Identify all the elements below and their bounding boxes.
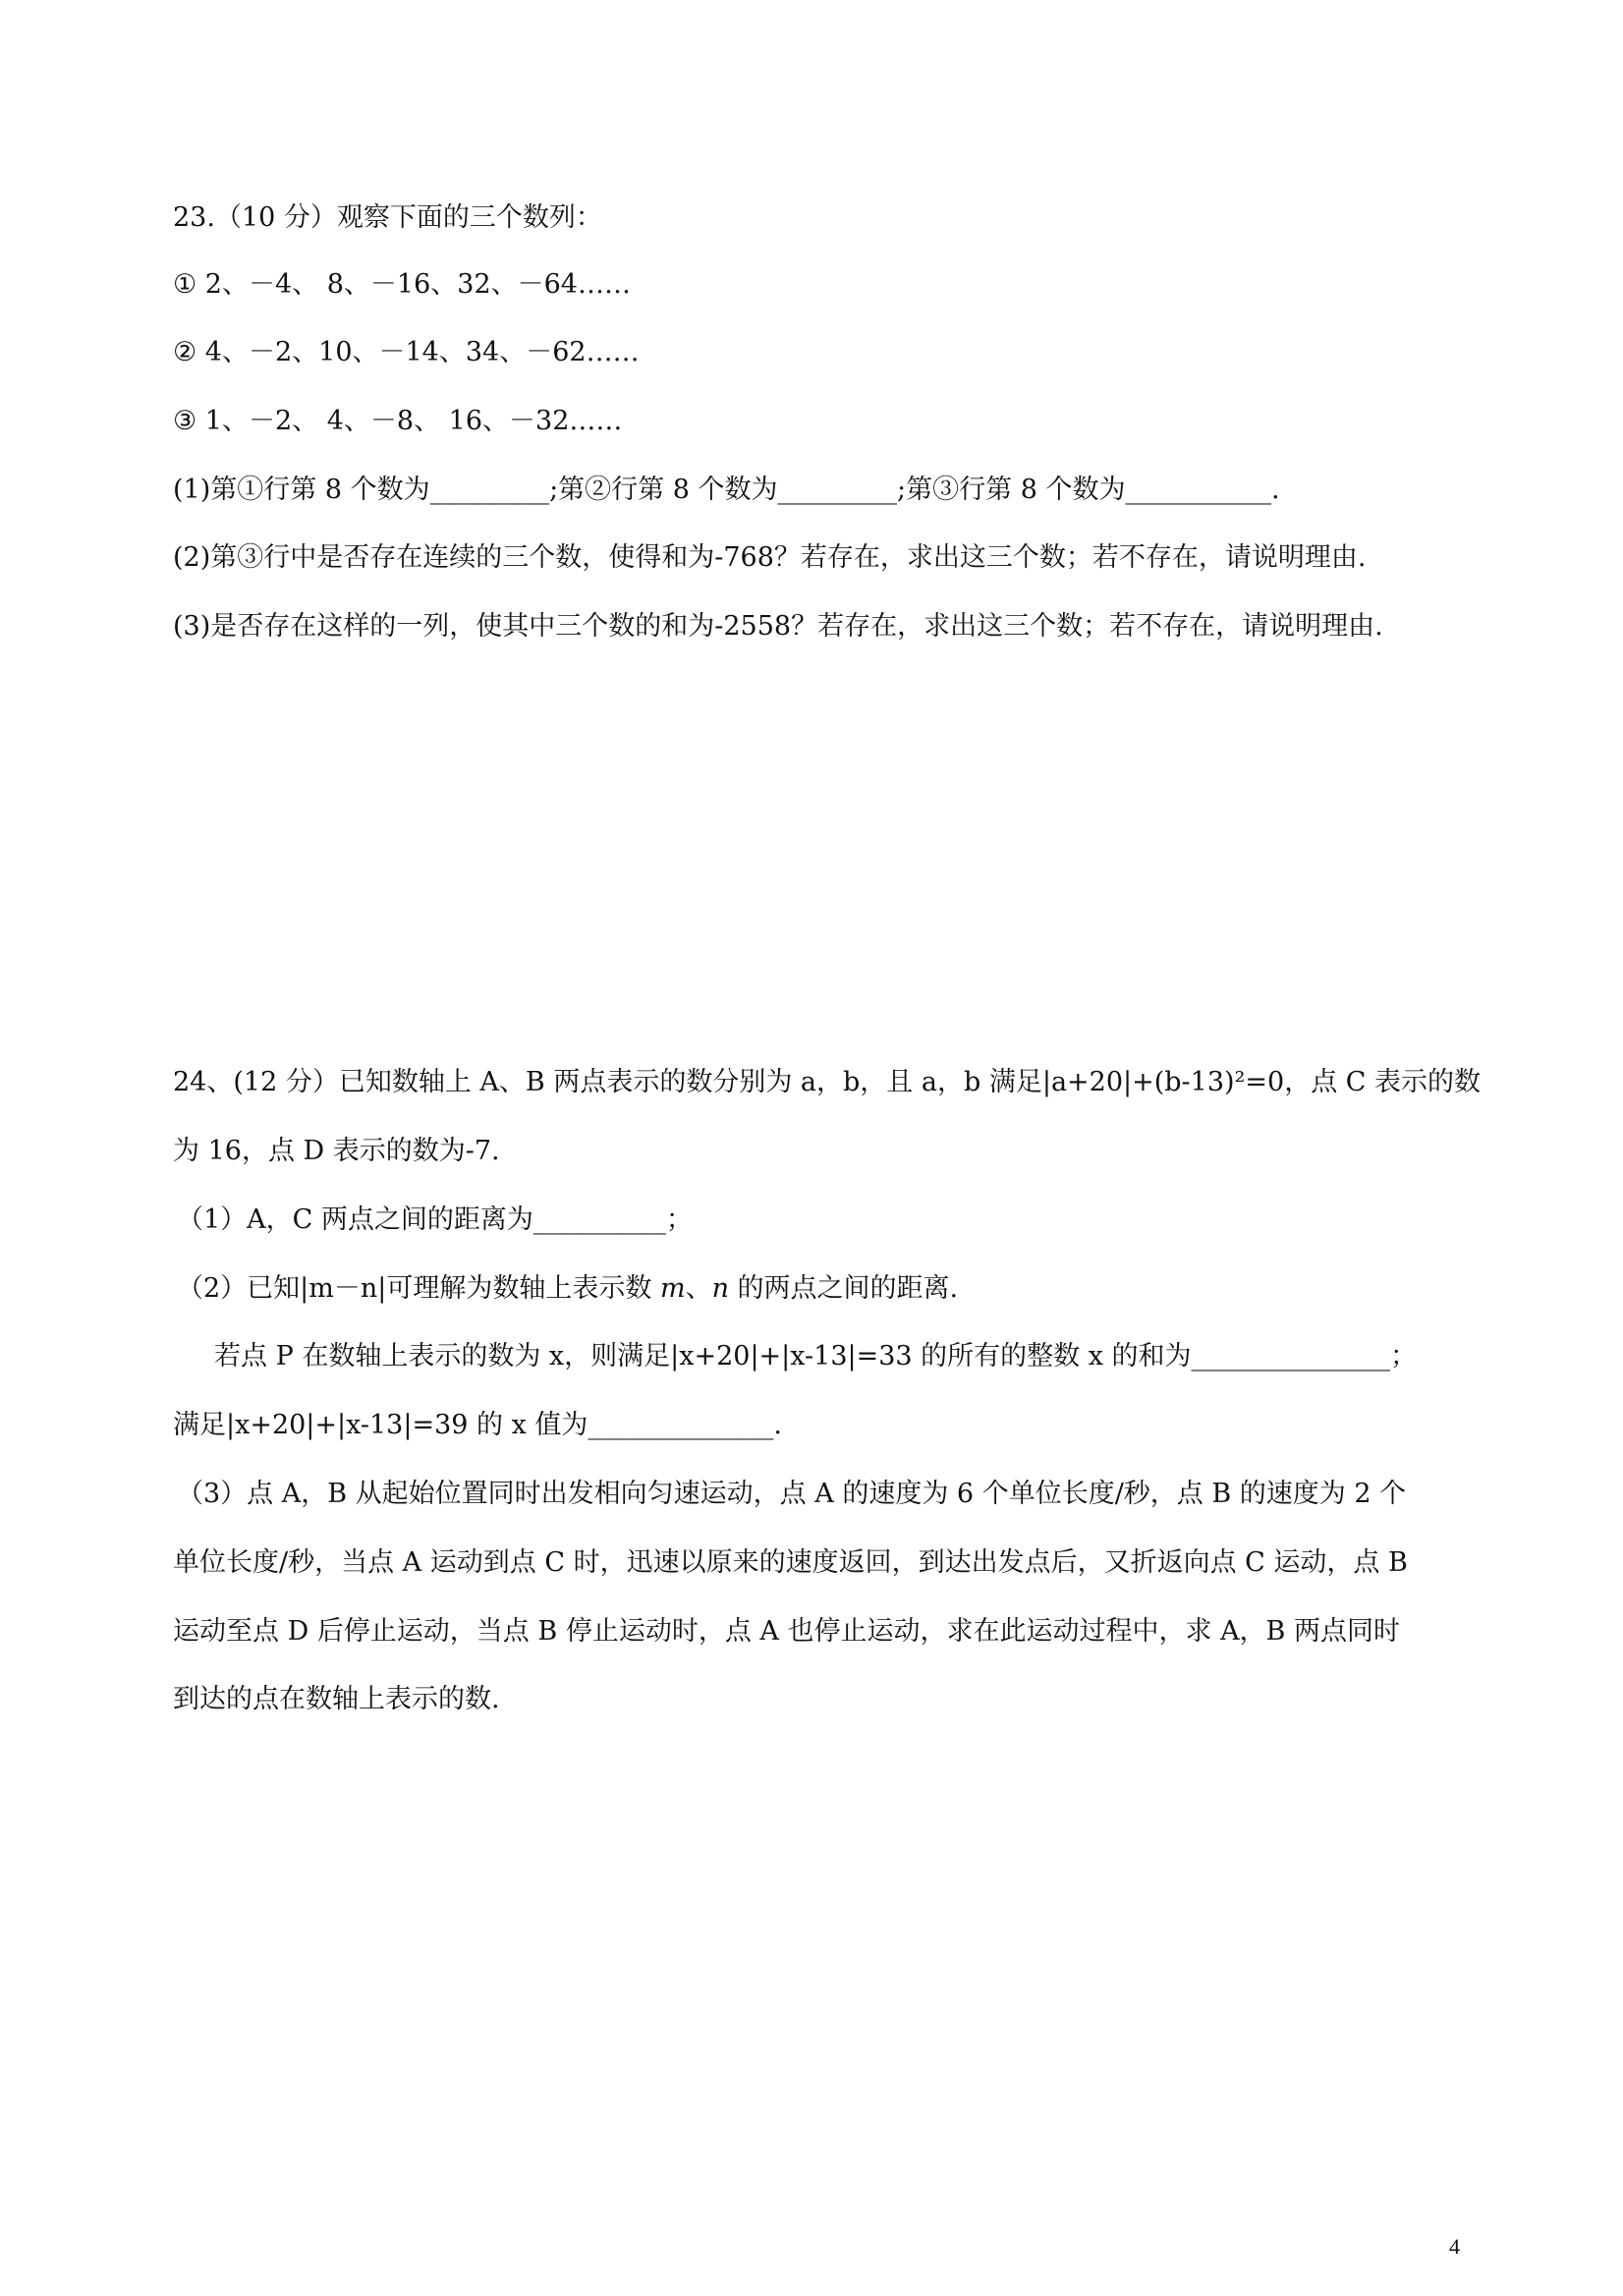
q24-part-2-line-2: 若点 P 在数轴上表示的数为 x，则满足|x+20|+|x-13|=33 的所有的整数 x 的和为_______________； [214, 1341, 1418, 1372]
q24-part-3-line-2: 单位长度/秒，当点 A 运动到点 C 时，迅速以原来的速度返回，到达出发点后，又折返向点 C 运动，点 B [173, 1547, 1408, 1578]
q23-sequence-row-1: ① 2、－4、 8、－16、32、－64…… [173, 269, 631, 300]
q23-part-2: (2)第③行中是否存在连续的三个数，使得和为-768？若存在，求出这三个数；若不存在，请说明理由. [173, 542, 1367, 573]
q24-part-2-suffix: 的两点之间的距离. [728, 1273, 959, 1304]
q24-part-1: （1）A，C 两点之间的距离为__________； [177, 1204, 693, 1235]
q23-sequence-row-2: ② 4、－2、10、－14、34、－62…… [173, 337, 640, 367]
q24-part-3-line-3: 运动至点 D 后停止运动，当点 B 停止运动时，点 A 也停止运动，求在此运动过程中，求 A，B 两点同时 [173, 1616, 1400, 1647]
q23-part-1: (1)第①行第 8 个数为_________;第②行第 8 个数为_________;第③行第 8 个数为___________. [173, 475, 1280, 505]
q23-title: 23.（10 分）观察下面的三个数列： [173, 202, 602, 233]
q23-part-3: (3)是否存在这样的一列，使其中三个数的和为-2558？若存在，求出这三个数；若不存在，请说明理由. [173, 611, 1383, 642]
variable-n: n [711, 1273, 729, 1304]
q24-part-2-line-3: 满足|x+20|+|x-13|=39 的 x 值为______________. [173, 1410, 782, 1440]
variable-m: m [659, 1273, 686, 1304]
q24-stem-line-2: 为 16，点 D 表示的数为-7. [173, 1136, 500, 1166]
q24-part-2-line-1 [177, 1271, 958, 1307]
q24-part-3-line-1: （3）点 A，B 从起始位置同时出发相向匀速运动，点 A 的速度为 6 个单位长度/秒，点 B 的速度为 2 个 [177, 1479, 1407, 1509]
q24-part-2-sep: 、 [685, 1273, 712, 1304]
q24-part-3-line-4: 到达的点在数轴上表示的数. [173, 1684, 500, 1714]
page-number: 4 [1449, 2234, 1460, 2259]
q24-stem-line-1: 24、(12 分）已知数轴上 A、B 两点表示的数分别为 a，b，且 a，b 满足|a+20|+(b-13)²=0，点 C 表示的数 [173, 1067, 1482, 1097]
q23-sequence-row-3: ③ 1、－2、 4、－8、 16、－32…… [173, 406, 623, 436]
q24-part-2-prefix: （2）已知|m－n|可理解为数轴上表示数 [177, 1273, 660, 1304]
